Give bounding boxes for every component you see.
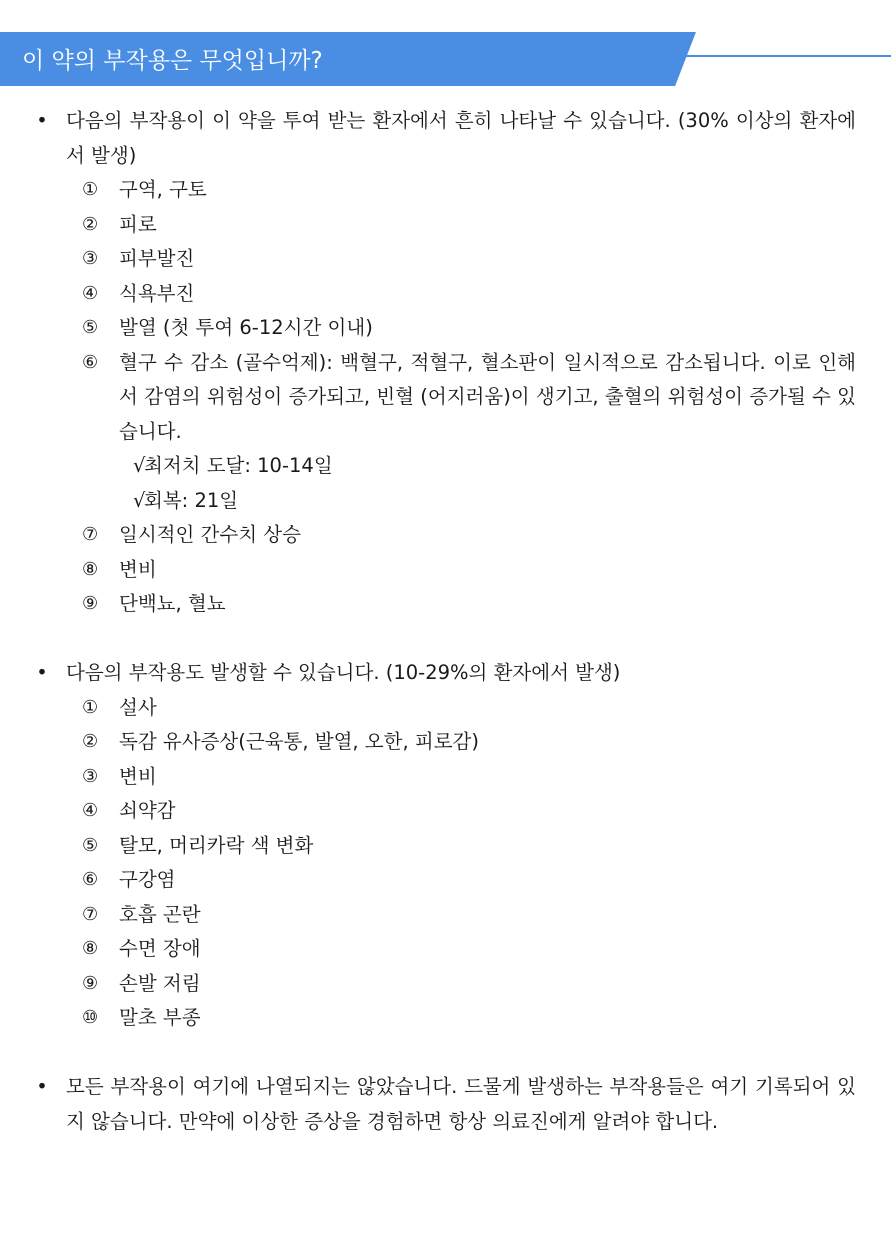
sub-item-text: 최저치 도달: 10-14일 [144,454,333,477]
list-item [30,967,856,1002]
item-number: ⑨ [82,593,99,614]
list-item [30,242,856,277]
sub-item-text: 회복: 21일 [144,488,239,512]
list-item [30,760,856,795]
item-text: 변비 [119,557,157,581]
list-item [30,691,856,726]
item-text: 호흡 곤란 [119,902,201,926]
sub-item [119,484,856,519]
list-item [30,208,856,243]
item-text: 피부발진 [119,247,195,270]
list-item [30,1001,856,1036]
item-text: 설사 [119,695,157,719]
item-number: ⑨ [82,972,99,994]
page-title: 이 약의 부작용은 무엇입니까? [22,48,323,74]
item-number: ② [82,213,99,235]
item-text: 식욕부진 [119,281,195,305]
item-text: 혈구 수 감소 (골수억제): 백혈구, 적혈구, 혈소판이 일시적으로 감소됩니다. 이로 인해서 감염의 위험성이 증가되고, 빈혈 (어지러움)이 생기고, 출혈의 위험성이 증가될 수 있습니다. [119,350,856,443]
bullet-dot-icon: • [36,1075,48,1098]
list-item [30,277,856,312]
bullet-text: 모든 부작용이 여기에 나열되지는 않았습니다. 드물게 발생하는 부작용들은 여기 기록되어 있지 않습니다. 만약에 이상한 증상을 경험하면 항상 의료진에게 알려야 합니다. [66,1075,856,1133]
item-number: ⑧ [82,938,99,959]
bullet-dot-icon: • [36,661,48,684]
item-number: ⑧ [82,558,99,580]
list-item [30,863,856,898]
item-text: 탈모, 머리카락 색 변화 [119,833,314,857]
item-number: ③ [82,765,99,787]
list-item [30,725,856,760]
section-gap [30,1036,856,1071]
bullet-section [30,104,856,173]
numbered-list [30,173,856,622]
bullet-section [30,656,856,691]
item-number: ④ [82,282,99,304]
section-gap [30,622,856,657]
bullet-section [30,1070,856,1139]
item-text: 독감 유사증상(근육통, 발열, 오한, 피로감) [119,730,479,753]
item-text: 수면 장애 [119,937,201,960]
numbered-list [30,691,856,1036]
item-number: ⑩ [82,1007,99,1028]
list-item [30,518,856,553]
list-item [30,794,856,829]
item-number: ⑥ [82,351,99,373]
item-text: 피로 [119,212,157,236]
check-mark-icon: √ [133,454,146,477]
item-number: ④ [82,800,99,821]
list-item [30,898,856,933]
item-text: 일시적인 간수치 상승 [119,523,301,546]
item-text: 구강염 [119,868,176,891]
list-item [30,553,856,588]
bullet-text: 다음의 부작용도 발생할 수 있습니다. (10-29%의 환자에서 발생) [66,661,621,684]
item-text: 발열 (첫 투여 6-12시간 이내) [119,316,373,339]
item-number: ⑥ [82,869,99,890]
sub-item [119,449,856,484]
bullet-text: 다음의 부작용이 이 약을 투여 받는 환자에서 흔히 나타날 수 있습니다. (30% 이상의 환자에서 발생) [66,109,856,167]
item-text: 손발 저림 [119,971,201,995]
side-effects-content [30,104,856,1139]
item-number: ⑦ [82,524,99,545]
list-item [30,932,856,967]
item-number: ② [82,731,99,752]
item-text: 변비 [119,764,157,788]
item-number: ⑤ [82,317,99,338]
item-number: ③ [82,248,99,269]
list-item [30,587,856,622]
item-text: 말초 부종 [119,1006,201,1029]
item-text: 쇠약감 [119,799,176,822]
item-text: 단백뇨, 혈뇨 [119,592,226,615]
item-number: ① [82,696,99,718]
list-item [30,829,856,864]
check-mark-icon: √ [133,488,146,512]
bullet-dot-icon: • [36,109,48,132]
item-number: ① [82,179,99,200]
list-item [30,346,856,519]
list-item [30,173,856,208]
item-number: ⑤ [82,834,99,856]
header-rule [678,55,891,57]
section-header [0,32,891,86]
sub-list [119,449,856,518]
item-number: ⑦ [82,903,99,925]
list-item [30,311,856,346]
item-text: 구역, 구토 [119,178,207,201]
